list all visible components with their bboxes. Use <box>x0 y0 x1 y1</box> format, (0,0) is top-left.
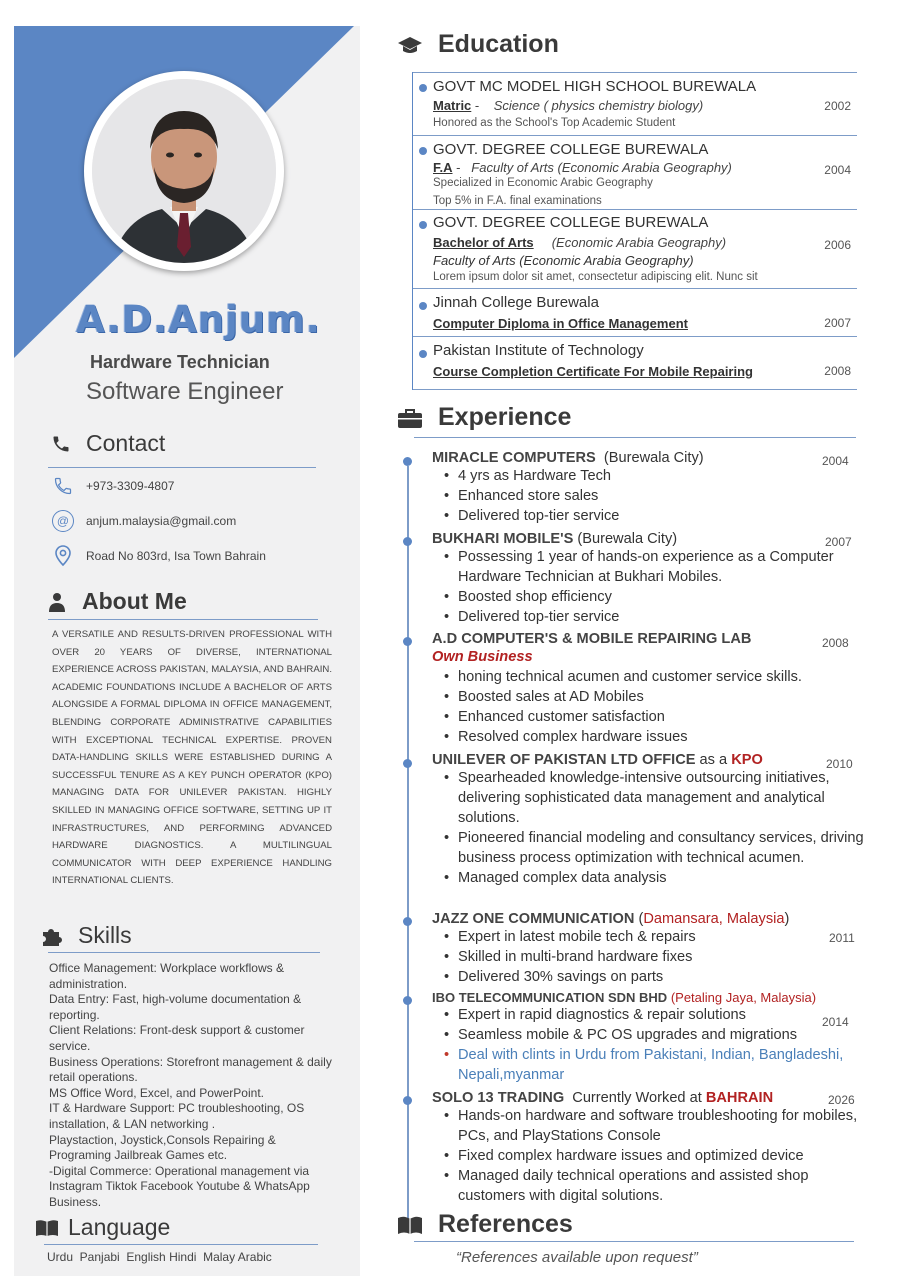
language-heading: Language <box>34 1214 170 1241</box>
at-sign-icon: @ <box>52 510 74 532</box>
about-heading: About Me <box>44 588 187 615</box>
education-heading: Education <box>396 30 559 59</box>
open-book-icon <box>396 1215 424 1235</box>
skills-divider <box>48 952 320 953</box>
job-entry: IBO TELECOMMUNICATION SDN BHD (Petaling Jaya, Malaysia) 2014 • Expert in rapid diagnostics & repair solutions • Seamless mobile & PC OS upgrades and migrations • Deal with clints in Urdu from Pakistani, Indian, Bangladeshi, Nepali,myanmar <box>432 990 872 1085</box>
experience-heading: Experience <box>396 403 571 432</box>
graduation-cap-icon <box>396 35 424 55</box>
location-pin-icon <box>52 545 74 567</box>
contact-address: Road No 803rd, Isa Town Bahrain <box>52 545 266 567</box>
references-divider <box>414 1241 854 1242</box>
references-text: “References available upon request” <box>456 1249 698 1266</box>
job-entry: A.D COMPUTER'S & MOBILE REPAIRING LAB Own Business 2008 • honing technical acumen and customer service skills. • Boosted sales at AD Mobiles • Enhanced customer satisfaction • Resolved complex hardware issues <box>432 631 872 747</box>
skills-heading: Skills <box>40 922 132 949</box>
skill-item: Office Management: Workplace workflows & administration. <box>49 961 284 991</box>
job-entry: UNILEVER OF PAKISTAN LTD OFFICE as a KPO 2010 • Spearheaded knowledge-intensive outsourcing initiatives, delivering sophisticated data management and analytical solutions. • Pioneered financial modeling and consultancy services, driving business process optimization with technical acumen. • Managed complex data analysis <box>432 752 872 888</box>
role-secondary: Software Engineer <box>86 378 284 405</box>
timeline-dot <box>419 302 427 310</box>
resume-page <box>14 26 898 1276</box>
role-primary: Hardware Technician <box>90 352 270 372</box>
timeline-dot <box>403 917 412 926</box>
skill-item: -Digital Commerce: Operational management via Instagram Tiktok Facebook Youtube & WhatsApp Business. <box>49 1163 310 1209</box>
skill-item: IT & Hardware Support: PC troubleshooting, OS installation, & LAN networking . <box>49 1101 305 1131</box>
timeline-dot <box>419 221 427 229</box>
profile-photo <box>84 71 284 271</box>
about-divider <box>48 619 318 620</box>
skill-item: Data Entry: Fast, high-volume documentation & reporting. <box>49 992 302 1022</box>
timeline-dot <box>419 147 427 155</box>
skill-item: Playstaction, Joystick,Consols Repairing & Programing Jailbreak Games etc. <box>49 1132 276 1163</box>
puzzle-icon <box>40 926 66 946</box>
skill-item: Client Relations: Front-desk support & customer service. <box>49 1023 305 1053</box>
experience-timeline <box>407 466 409 1226</box>
contact-heading: Contact <box>48 430 165 457</box>
skill-item: MS Office Word, Excel, and PowerPoint. <box>49 1085 264 1100</box>
timeline-dot <box>403 1096 412 1105</box>
briefcase-icon <box>396 407 424 429</box>
job-entry: MIRACLE COMPUTERS (Burewala City) 2004 • 4 yrs as Hardware Tech • Enhanced store sales • Delivered top-tier service <box>432 450 872 526</box>
about-text: A VERSATILE AND RESULTS-DRIVEN PROFESSIONAL WITH OVER 20 YEARS OF DIVERSE, INTERNATIONAL EXPERIENCE ACROSS PAKISTAN, MALAYSIA, AND BAHRAIN. ACADEMIC FOUNDATIONS INCLUDE A BACHELOR OF ARTS ALONGSIDE A FORMAL DIPLOMA IN OFFICE MANAGEMENT, BLENDING CORPORATE ADMINISTRATIVE CAPABILITIES WITH EXCEPTIONAL TECHNICAL EXPERTISE. PROVEN DATA-HANDLING SKILLS WERE ESTABLISHED DURING A SUCCESSFUL TENURE AS A KEY PUNCH OPERATOR (KPO) MANAGING DATA FOR UNILEVER PAKISTAN. HIGHLY SKILLED IN MANAGING OFFICE SOFTWARE, SETTING UP IT INFRASTRUCTURES, AND PERFORMING ADVANCED HARDWARE DIAGNOSTICS. A MULTILINGUAL COMMUNICATOR WITH DEEP EXPERIENCE HANDLING INTERNATIONAL CLIENTS. <box>52 629 332 887</box>
candidate-name: A.D.Anjum. <box>76 298 321 341</box>
timeline-dot <box>403 759 412 768</box>
book-icon <box>34 1219 60 1237</box>
contact-email[interactable]: @ anjum.malaysia@gmail.com <box>52 510 236 532</box>
phone-outline-icon <box>52 475 74 497</box>
skill-item: Business Operations: Storefront management & daily retail operations. <box>49 1054 332 1085</box>
education-divider <box>413 72 857 73</box>
timeline-dot <box>403 996 412 1005</box>
job-entry: SOLO 13 TRADING Currently Worked at BAHRAIN 2026 • Hands-on hardware and software troubleshooting for mobiles, PCs, and PlayStations Console • Fixed complex hardware issues and optimized device • Managed daily technical operations and assisted shop customers with digital solutions. <box>432 1090 872 1206</box>
experience-divider <box>414 437 856 438</box>
timeline-dot <box>419 84 427 92</box>
timeline-dot <box>419 350 427 358</box>
timeline-dot <box>403 637 412 646</box>
job-entry: JAZZ ONE COMMUNICATION (Damansara, Malaysia) 2011 • Expert in latest mobile tech & repairs • Skilled in multi-brand hardware fixes • Delivered 30% savings on parts <box>432 911 872 987</box>
language-divider <box>44 1244 318 1245</box>
left-column <box>14 26 360 1276</box>
person-icon <box>44 592 70 612</box>
skills-list <box>49 961 339 1211</box>
timeline-dot <box>403 457 412 466</box>
contact-phone[interactable]: +973-3309-4807 <box>52 475 174 497</box>
references-heading: References <box>396 1210 573 1239</box>
phone-icon <box>48 434 74 454</box>
contact-divider <box>48 467 316 468</box>
language-list: Urdu Panjabi English Hindi Malay Arabic <box>47 1250 272 1264</box>
job-entry: BUKHARI MOBILE'S (Burewala City) 2007 • Possessing 1 year of hands-on experience as a Computer Hardware Technician at Bukhari Mobiles. • Boosted shop efficiency • Delivered top-tier service <box>432 531 872 627</box>
education-list: GOVT MC MODEL HIGH SCHOOL BUREWALA Matric - Science ( physics chemistry biology) Honored as the School's Top Academic Student 2002 GOVT. DEGREE COLLEGE BUREWALA F.A - Faculty of Arts (Economic Arabia Geography) Specialized in Economic Arabic Geography Top 5% in F.A. final examinations 2004 GOVT. DEGREE COLLEGE BUREWALA Bachelor of Arts (Economic Arabia Geography) Faculty of Arts (Economic Arabia Geography) Lorem ipsum dolor sit amet, consectetur adipiscing elit. Nunc sit 2006 Jinnah College Burewala Computer Diploma in Office Management 2007 Pakistan Institute of Technology Course Completion Certificate For Mobile Repairing 2008 <box>412 72 857 390</box>
timeline-dot <box>403 537 412 546</box>
